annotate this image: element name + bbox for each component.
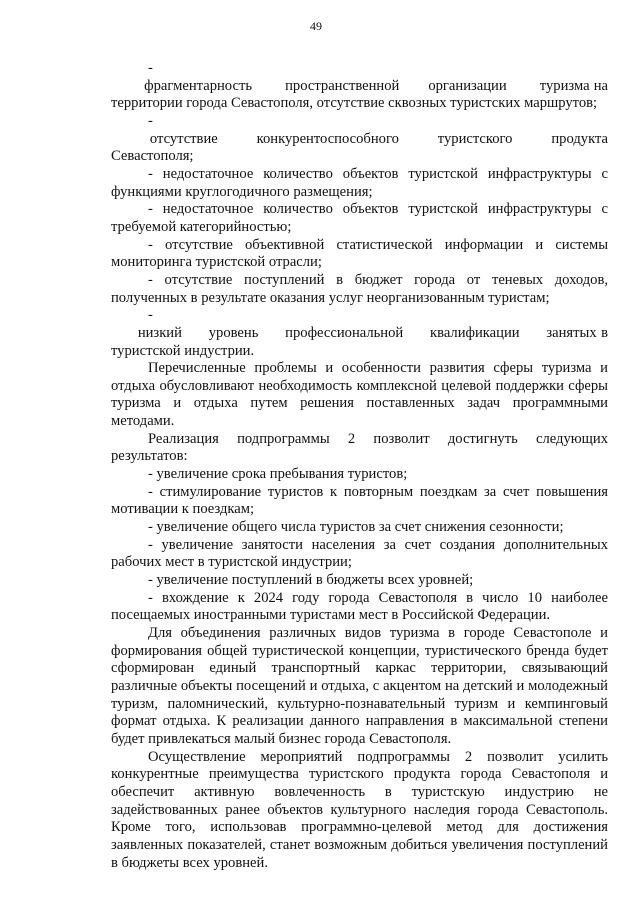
paragraph-tourist-count: - увеличение общего числа туристов за счет снижения сезонности; (148, 519, 564, 536)
paragraph-employment: - увеличение занятости населения за счет создания дополнительных рабочих мест в туристской индустрии; (111, 536, 608, 571)
paragraph-low-qualification: - низкий уровень профессиональной квалификации занятых в туристской индустрии. (111, 307, 608, 359)
paragraph-fragmentation: - фрагментарность пространственной организации туризма на территории города Севастополя, отсутствие сквозных туристских маршрутов; (111, 60, 608, 112)
page-number: 49 (310, 19, 322, 33)
paragraph-year-round-objects: - недостаточное количество объектов туристской инфраструктуры с функциями круглогодичного размещения; (111, 165, 608, 200)
paragraph-no-budget-income: - отсутствие поступлений в бюджет города от теневых доходов, полученных в результате оказания услуг неорганизованным туристам; (111, 271, 608, 306)
paragraph-top-destinations: - вхождение к 2024 году города Севастополя в число 10 наиболее посещаемых иностранными туристами мест в Российской Федерации. (111, 589, 608, 624)
paragraph-problems-summary: Перечисленные проблемы и особенности развития сферы туризма и отдыха обусловливают необходимость комплексной целевой поддержки сферы туризма и отдыха путем решения поставленных задач программными методами. (111, 360, 608, 430)
paragraph-results-intro: Реализация подпрограммы 2 позволит достигнуть следующих результатов: (111, 430, 608, 465)
paragraph-no-statistics: - отсутствие объективной статистической информации и системы мониторинга туристской отрасли; (111, 236, 608, 271)
paragraph-category-objects: - недостаточное количество объектов туристской инфраструктуры с требуемой категорийностью; (111, 201, 608, 235)
paragraph-repeat-trips: - стимулирование туристов к повторным поездкам за счет повышения мотивации к поездкам; (111, 483, 608, 518)
paragraph-no-competitive-product: - отсутствие конкурентоспособного туристского продукта Севастополя; (111, 112, 608, 165)
paragraph-competitive-advantages: Осуществление мероприятий подпрограммы 2 позволит усилить конкурентные преимущества туристского продукта города Севастополя и обеспечит активную вовлеченность в туристскую индустрию не задействованных ранее объектов культурного наследия города Севастополь. Кроме того, использовав программно-целевой метод для достижения заявленных показателей, станет возможным добиться увеличения поступлений в бюджеты всех уровней. (111, 748, 608, 871)
paragraph-transport-framework: Для объединения различных видов туризма в городе Севастополе и формирования общей туристической концепции, туристического бренда будет сформирован единый транспортный каркас территории, связывающий различные объекты посещений и отдыха, с акцентом на детский и молодежный туризм, паломнический, культурно-познавательный туризм и кемпинговый формат отдыха. К реализации данного направления в максимальной степени будет привлекаться малый бизнес города Севастополя. (111, 625, 608, 747)
paragraph-stay-duration: - увеличение срока пребывания туристов; (148, 466, 408, 483)
paragraph-budget-income: - увеличение поступлений в бюджеты всех уровней; (148, 572, 474, 589)
document-body (111, 60, 608, 872)
